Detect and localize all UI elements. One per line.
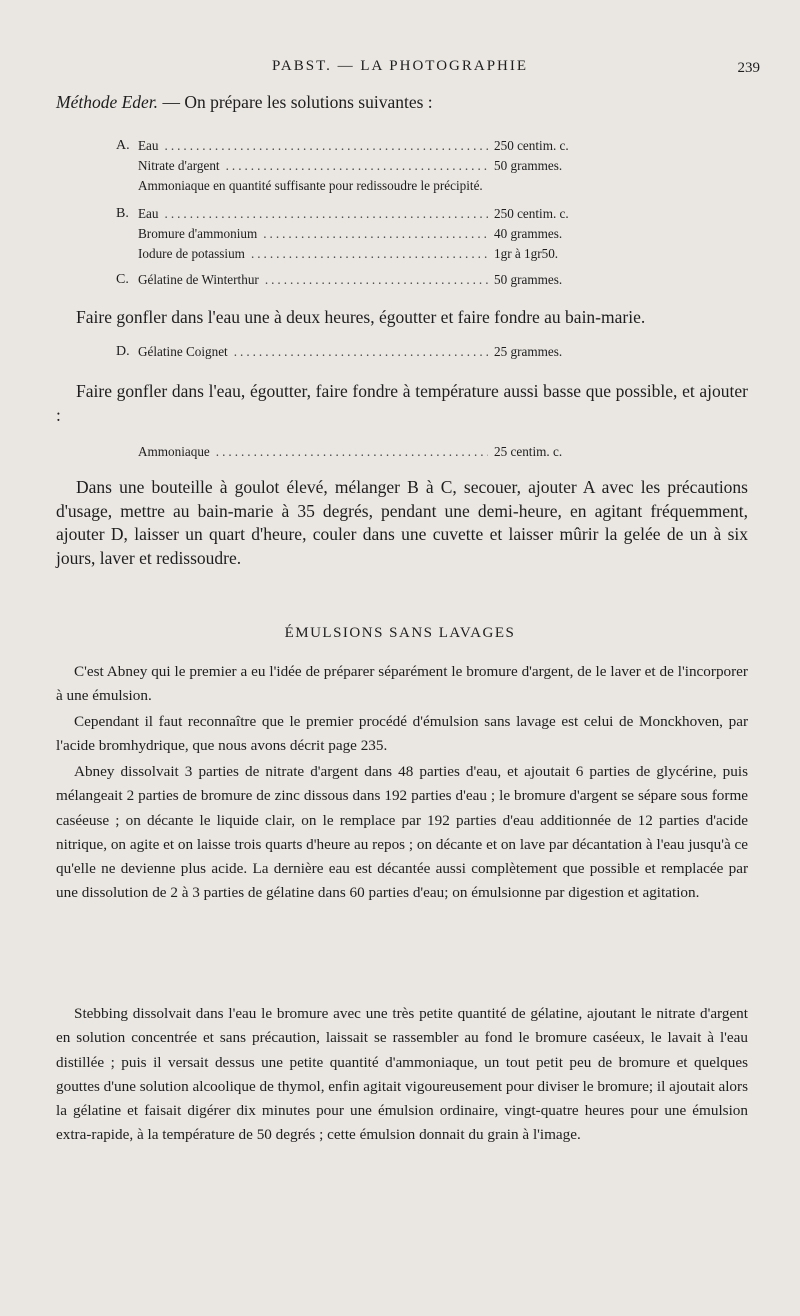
paragraph-2: Faire gonfler dans l'eau, égoutter, faire fondre à température aussi basse que possible, et ajouter : bbox=[56, 381, 748, 425]
recipe-note-text: Ammoniaque en quantité suffisante pour redissoudre le précipité. bbox=[138, 178, 483, 193]
recipe-b bbox=[116, 206, 616, 266]
leader-dots bbox=[165, 138, 488, 154]
ingredient-name: Bromure d'ammonium bbox=[138, 226, 258, 241]
recipe-row bbox=[138, 226, 616, 246]
paragraph-1: Faire gonfler dans l'eau une à deux heures, égoutter et faire fondre au bain-marie. bbox=[76, 307, 646, 327]
ingredient-qty: 40 grammes. bbox=[494, 226, 563, 241]
ingredient-qty: 250 centim. c. bbox=[494, 138, 569, 153]
recipe-row bbox=[116, 138, 616, 158]
ingredient-name: Ammoniaque bbox=[138, 444, 210, 459]
leader-dots bbox=[263, 226, 488, 242]
section-paragraph: Abney dissolvait 3 parties de nitrate d'argent dans 48 parties d'eau, et ajoutait 6 parties de glycérine, puis mélangeait 2 parties de bromure de zinc dissous dans 192 parties d'eau ; le bromure d'argent se sépare sous forme caséeuse ; on décante le liquide clair, on le remplace par 192 parties d'eau additionnée de 12 parties d'acide nitrique, on agite et on laisse trois quarts d'heure au repos ; on décante et on lave par décantation à l'eau jusqu'à ce qu'elle ne devienne plus acide. La dernière eau est décantée aussi complètement que possible et remplacée par une dissolution de 2 à 3 parties de gélatine dans 60 parties d'eau; on émulsionne par digestion et agitation. bbox=[56, 763, 748, 902]
ingredient-name: Nitrate d'argent bbox=[138, 158, 220, 173]
leader-dots bbox=[216, 444, 488, 460]
recipe-note bbox=[138, 178, 616, 198]
section-paragraph: Cependant il faut reconnaître que le premier procédé d'émulsion sans lavage est celui de Monckhoven, par l'acide bromhydrique, que nous avons décrit page 235. bbox=[56, 713, 748, 755]
leader-dots bbox=[251, 246, 488, 262]
ingredient-name: Gélatine Coignet bbox=[138, 344, 228, 359]
ingredient-name: Eau bbox=[138, 206, 159, 221]
leader-dots bbox=[165, 206, 488, 222]
ingredient-qty: 250 centim. c. bbox=[494, 206, 569, 221]
running-head bbox=[40, 58, 760, 82]
recipe-letter: B. bbox=[116, 206, 129, 221]
page-number: 239 bbox=[737, 60, 760, 76]
recipe-row bbox=[138, 158, 616, 178]
leader-dots bbox=[234, 344, 488, 360]
recipe-letter: A. bbox=[116, 138, 130, 153]
intro-text: — On prépare les solutions suivantes : bbox=[158, 92, 433, 112]
recipe-row bbox=[116, 206, 616, 226]
recipe-d bbox=[116, 344, 616, 364]
recipe-letter: D. bbox=[116, 344, 130, 359]
recipe-row bbox=[116, 344, 616, 364]
recipe-row bbox=[138, 444, 616, 464]
ingredient-name: Iodure de potassium bbox=[138, 246, 245, 261]
recipe-row bbox=[116, 272, 616, 292]
ingredient-qty: 25 grammes. bbox=[494, 344, 563, 359]
leader-dots bbox=[265, 272, 488, 288]
ingredient-name: Gélatine de Winterthur bbox=[138, 272, 259, 287]
recipe-a bbox=[116, 138, 616, 198]
intro-line bbox=[56, 92, 748, 113]
recipe-ammoniaque bbox=[138, 444, 616, 464]
recipe-letter: C. bbox=[116, 272, 129, 287]
running-title: PABST. — LA PHOTOGRAPHIE bbox=[271, 58, 529, 74]
section-heading: ÉMULSIONS SANS LAVAGES bbox=[284, 625, 516, 641]
paragraph-3: Dans une bouteille à goulot élevé, mélanger B à C, secouer, ajouter A avec les précautions d'usage, mettre au bain-marie à 35 degrés, pendant une demi-heure, en agitant fréquemment, ajouter D, laisser un quart d'heure, couler dans une cuvette et laisser mûrir la gelée de un à six jours, laver et redissoudre. bbox=[56, 477, 748, 568]
section-paragraph: C'est Abney qui le premier a eu l'idée de préparer séparément le bromure d'argent, de le laver et de l'incorporer à une émulsion. bbox=[56, 663, 748, 705]
ingredient-qty: 1gr à 1gr50. bbox=[494, 246, 559, 261]
ingredient-name: Eau bbox=[138, 138, 159, 153]
ingredient-qty: 50 grammes. bbox=[494, 158, 563, 173]
section-paragraph: Stebbing dissolvait dans l'eau le bromure avec une très petite quantité de gélatine, ajoutant le nitrate d'argent en solution concentrée et sans précaution, laissait se rassembler au fond le bromure caséeux, le lavait à l'eau distillée ; puis il versait dessus une petite quantité d'ammoniaque, un tout petit peu de bromure et quelques gouttes d'une solution alcoolique de thymol, enfin agitait vigoureusement pour diviser le bromure; il ajoutait alors la gélatine et faisait digérer dix minutes pour une émulsion ordinaire, vingt-quatre heures pour une émulsion extra-rapide, à la température de 50 degrés ; cette émulsion donnait du grain à l'image. bbox=[56, 1005, 748, 1144]
leader-dots bbox=[226, 158, 488, 174]
method-name: Méthode Eder. bbox=[56, 92, 159, 112]
recipe-row bbox=[138, 246, 616, 266]
ingredient-qty: 25 centim. c. bbox=[494, 444, 563, 459]
ingredient-qty: 50 grammes. bbox=[494, 272, 563, 287]
recipe-c bbox=[116, 272, 616, 292]
